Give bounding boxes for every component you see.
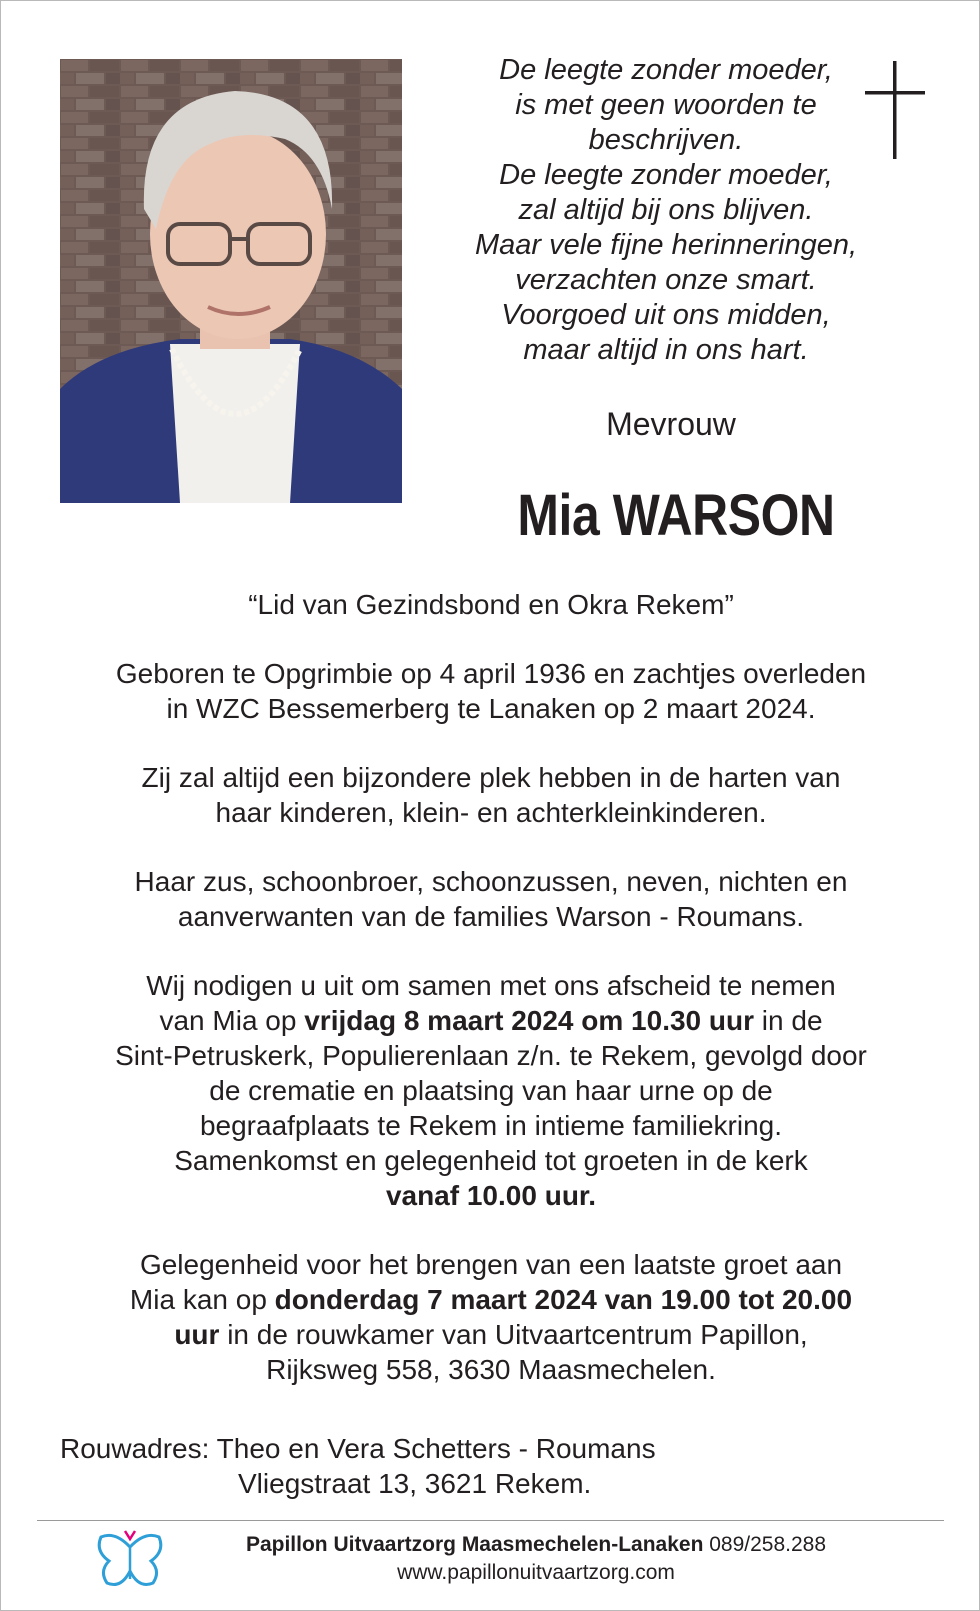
gathering-time: vanaf 10.00 uur. <box>385 1180 597 1211</box>
ceremony-line: Wij nodigen u uit om samen met ons afscheid te nemen <box>146 970 836 1001</box>
poem-line: De leegte zonder moeder, <box>499 54 833 86</box>
visitation-datetime: donderdag 7 maart 2024 van 19.00 tot 20.00 <box>274 1284 853 1315</box>
funeral-company-name: Papillon Uitvaartzorg Maasmechelen-Lanaken <box>245 1533 704 1556</box>
visitation-datetime: uur <box>174 1319 220 1350</box>
visitation-line <box>31 1317 951 1352</box>
funeral-company-phone: 089/258.288 <box>703 1533 827 1556</box>
poem-line: verzachten onze smart. <box>515 264 817 296</box>
honorific: Mevrouw <box>606 406 736 442</box>
ceremony-line: Samenkomst en gelegenheid tot groeten in de kerk <box>174 1145 808 1176</box>
footer-text <box>171 1531 901 1587</box>
ceremony-text: van Mia op <box>159 1005 305 1036</box>
family-paragraph <box>31 760 951 830</box>
ceremony-paragraph <box>31 968 951 1213</box>
visitation-line: Gelegenheid voor het brengen van een laatste groet aan <box>139 1249 843 1280</box>
poem-line: beschrijven. <box>588 124 744 156</box>
visitation-paragraph <box>31 1247 951 1387</box>
poem-line: zal altijd bij ons blijven. <box>518 194 814 226</box>
footer-company-line <box>171 1531 901 1559</box>
poem-line: Voorgoed uit ons midden, <box>501 299 831 331</box>
ceremony-line: begraafplaats te Rekem in intieme familiekring. <box>199 1110 783 1141</box>
relatives-line: Haar zus, schoonbroer, schoonzussen, neven, nichten en <box>134 866 848 897</box>
family-line: haar kinderen, klein- en achterkleinkinderen. <box>215 797 767 828</box>
visitation-text: Mia kan op <box>129 1284 275 1315</box>
ceremony-line: Sint-Petruskerk, Populierenlaan z/n. te Rekem, gevolgd door <box>115 1040 867 1071</box>
butterfly-logo-icon <box>95 1529 165 1591</box>
ceremony-datetime: vrijdag 8 maart 2024 om 10.30 uur <box>304 1005 755 1036</box>
ceremony-text: in de <box>754 1005 823 1036</box>
poem-line: is met geen woorden te <box>515 89 817 121</box>
relatives-paragraph <box>31 864 951 934</box>
birth-paragraph <box>31 656 951 726</box>
latin-cross-icon <box>865 61 925 161</box>
relatives-line: aanverwanten van de families Warson - Roumans. <box>177 901 805 932</box>
poem-line: maar altijd in ons hart. <box>523 334 809 366</box>
funeral-company-website[interactable]: www.papillonuitvaartzorg.com <box>397 1561 675 1584</box>
birth-line: in WZC Bessemerberg te Lanaken op 2 maart 2024. <box>166 693 816 724</box>
visitation-line <box>31 1282 951 1317</box>
mourning-address <box>60 1431 740 1501</box>
ceremony-line <box>31 1003 951 1038</box>
address-line: Rouwadres: Theo en Vera Schetters - Roumans <box>60 1433 656 1464</box>
poem-line: Maar vele fijne herinneringen, <box>474 229 858 261</box>
address-line: Vliegstraat 13, 3621 Rekem. <box>238 1468 592 1499</box>
footer-divider <box>37 1520 944 1521</box>
portrait-photo <box>60 59 402 503</box>
visitation-text: in de rouwkamer van Uitvaartcentrum Papillon, <box>219 1319 808 1350</box>
family-line: Zij zal altijd een bijzondere plek hebben in de harten van <box>141 762 841 793</box>
visitation-line: Rijksweg 558, 3630 Maasmechelen. <box>266 1354 716 1385</box>
portrait-photo-icon <box>60 59 402 503</box>
birth-line: Geboren te Opgrimbie op 4 april 1936 en zachtjes overleden <box>115 658 867 689</box>
membership-text: “Lid van Gezindsbond en Okra Rekem” <box>248 589 734 620</box>
poem-line: De leegte zonder moeder, <box>499 159 833 191</box>
notice-body <box>31 587 951 1421</box>
poem <box>406 53 926 368</box>
deceased-name: Mia WARSON <box>517 483 835 548</box>
ceremony-line: de crematie en plaatsing van haar urne op de <box>209 1075 773 1106</box>
membership-paragraph <box>31 587 951 622</box>
